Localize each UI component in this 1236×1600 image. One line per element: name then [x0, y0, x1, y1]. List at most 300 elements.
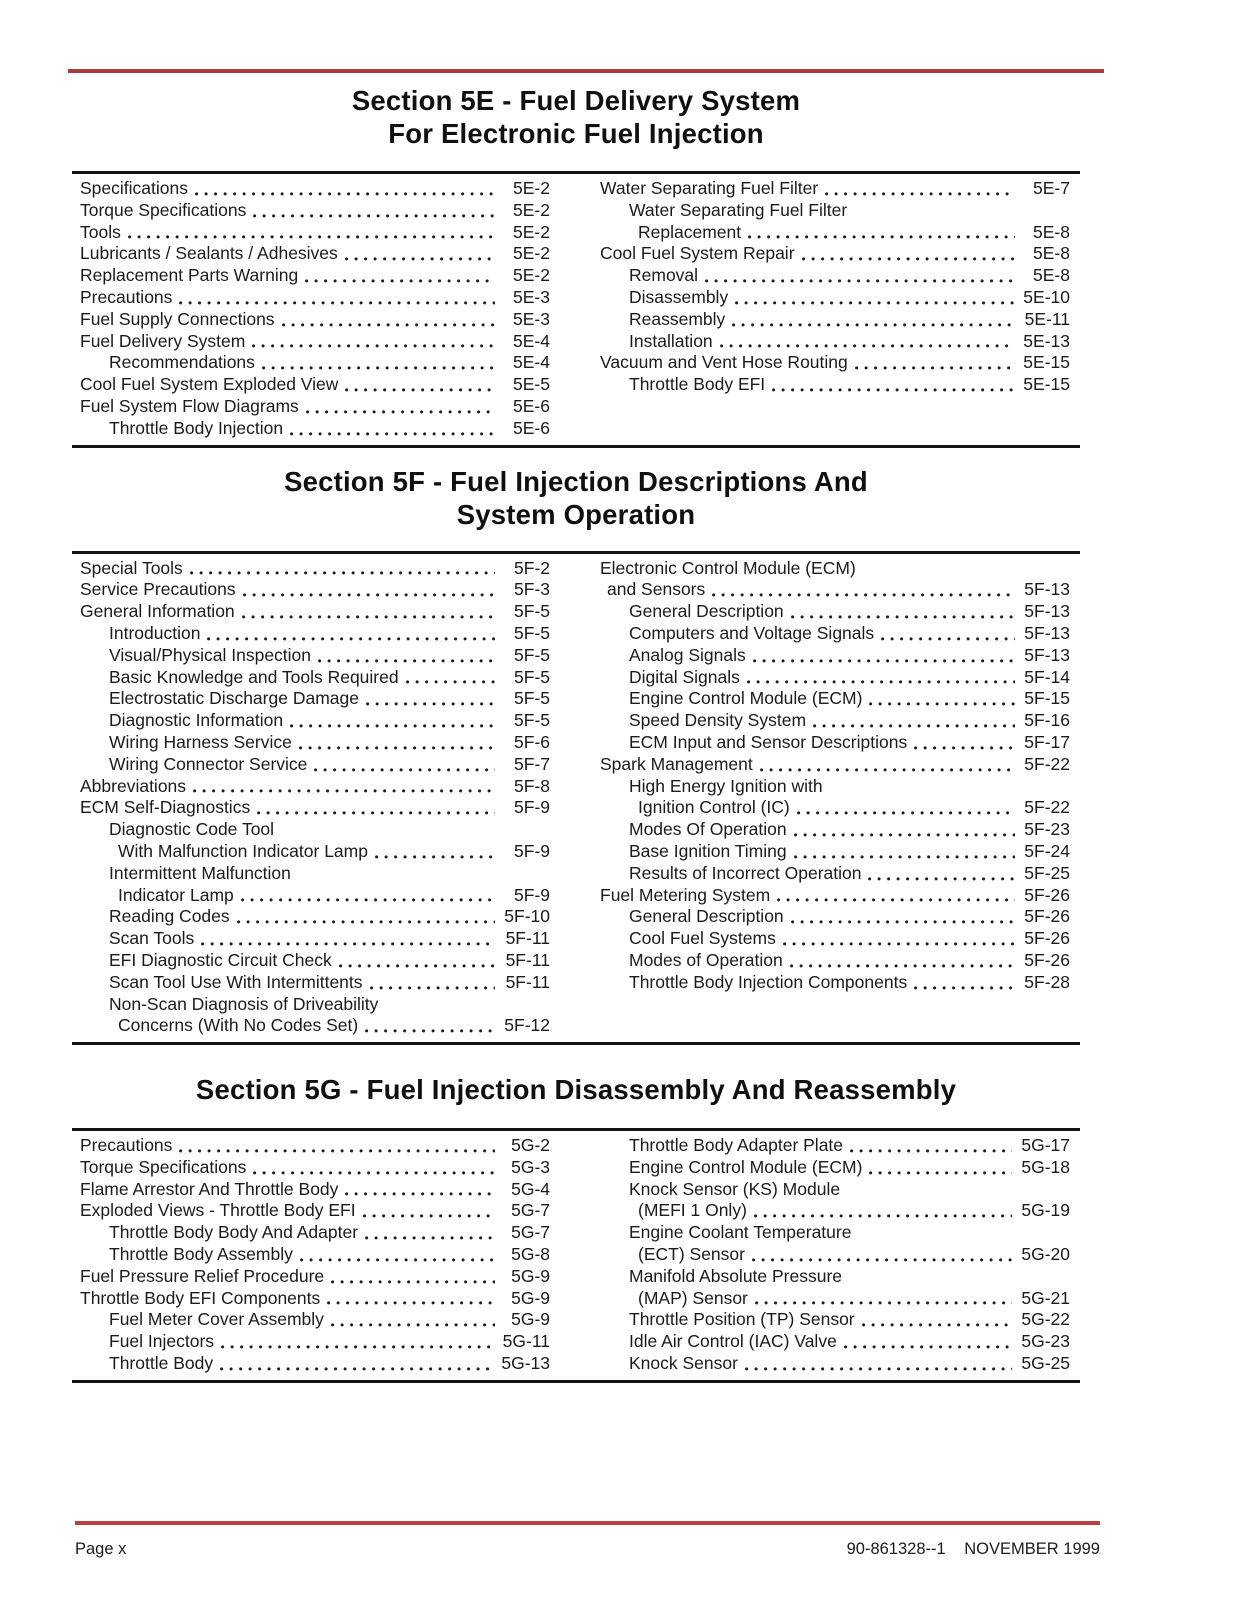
toc-entry-page: 5F-3	[514, 579, 550, 600]
section-title-line: Section 5F - Fuel Injection Descriptions And	[284, 465, 868, 497]
toc-entry-label: Diagnostic Information	[109, 710, 284, 731]
toc-entry-label: Throttle Body Body And Adapter	[109, 1222, 359, 1243]
toc-entry	[80, 1331, 550, 1353]
dot-leader	[850, 1149, 1012, 1153]
dot-leader	[914, 986, 1015, 990]
toc-entry	[80, 309, 550, 331]
dot-leader	[791, 615, 1015, 619]
toc-entry	[600, 645, 1070, 667]
toc-entry-page: 5F-13	[1024, 601, 1070, 622]
toc-entry-page: 5E-2	[513, 199, 550, 220]
toc-entry-page: 5F-15	[1024, 688, 1070, 709]
section-title-line: For Electronic Fuel Injection	[388, 118, 764, 149]
toc-entry-label: and Sensors	[607, 579, 706, 600]
toc-entry	[80, 797, 550, 819]
toc-entry-label: Fuel Injectors	[109, 1331, 215, 1352]
toc-entry	[80, 222, 550, 244]
toc-entry	[600, 928, 1070, 950]
dot-leader	[327, 1301, 495, 1305]
section-5g-toc	[72, 1128, 1080, 1383]
toc-entry	[80, 1309, 550, 1331]
footer-page-number: Page x	[75, 1540, 127, 1558]
toc-entry	[80, 732, 550, 754]
toc-entry	[80, 287, 550, 309]
toc-entry-label: Scan Tool Use With Intermittents	[109, 971, 363, 992]
footer-doc-number: 90-861328--1	[846, 1540, 946, 1558]
toc-entry-label: Ignition Control (IC)	[638, 797, 790, 818]
toc-entry-label: Fuel System Flow Diagrams	[80, 395, 299, 416]
toc-entry-label: Disassembly	[629, 286, 729, 307]
toc-entry-label: Non-Scan Diagnosis of Driveability	[109, 993, 379, 1014]
dot-leader	[237, 920, 495, 924]
dot-leader	[366, 702, 495, 706]
toc-entry-label: Visual/Physical Inspection	[109, 644, 312, 665]
dot-leader	[745, 1367, 1012, 1371]
toc-entry-label: General Description	[629, 601, 784, 622]
footer-date: NOVEMBER 1999	[964, 1540, 1100, 1558]
dot-leader	[345, 388, 495, 392]
toc-entry	[80, 243, 550, 265]
section-5f	[72, 465, 1080, 1046]
dot-leader	[339, 964, 495, 968]
toc-entry-label: Diagnostic Code Tool	[109, 819, 275, 840]
dot-leader	[748, 235, 1015, 239]
toc-entry-page: 5F-9	[514, 840, 550, 861]
toc-entry-page: 5G-25	[1021, 1353, 1070, 1374]
dot-leader	[306, 410, 495, 414]
toc-entry-label: Throttle Body EFI	[629, 374, 766, 395]
toc-entry	[600, 688, 1070, 710]
dot-leader	[375, 855, 495, 859]
toc-entry-page: 5E-8	[1033, 221, 1070, 242]
toc-entry-page: 5E-11	[1024, 308, 1070, 329]
dot-leader	[753, 659, 1015, 663]
toc-entry	[600, 200, 1070, 222]
toc-entry	[600, 178, 1070, 200]
dot-leader	[300, 1258, 495, 1262]
dot-leader	[253, 214, 495, 218]
toc-entry-page: 5E-2	[513, 243, 550, 264]
toc-entry-page: 5E-13	[1023, 330, 1070, 351]
toc-entry-page: 5F-17	[1024, 731, 1070, 752]
toc-entry	[600, 776, 1070, 798]
toc-entry-label: With Malfunction Indicator Lamp	[118, 840, 368, 861]
toc-entry-label: Lubricants / Sealants / Adhesives	[80, 243, 338, 264]
toc-entry	[80, 1222, 550, 1244]
toc-entry	[80, 1015, 550, 1037]
dot-leader	[760, 768, 1015, 772]
dot-leader	[797, 811, 1015, 815]
toc-entry-page: 5G-18	[1021, 1156, 1070, 1177]
toc-entry-label: Vacuum and Vent Hose Routing	[600, 352, 848, 373]
toc-entry	[80, 558, 550, 580]
toc-entry-label: Flame Arrestor And Throttle Body	[80, 1178, 339, 1199]
dot-leader	[363, 1214, 495, 1218]
dot-leader	[314, 768, 495, 772]
toc-entry-label: Fuel Delivery System	[80, 330, 246, 351]
toc-entry-label: Torque Specifications	[80, 199, 247, 220]
toc-entry-page: 5F-26	[1024, 949, 1070, 970]
toc-entry	[80, 863, 550, 885]
toc-entry-label: Basic Knowledge and Tools Required	[109, 666, 399, 687]
toc-entry-page: 5G-22	[1021, 1309, 1070, 1330]
section-5e-toc	[72, 171, 1080, 448]
toc-entry-page: 5F-8	[514, 775, 550, 796]
toc-entry	[80, 972, 550, 994]
toc-entry-page: 5G-21	[1021, 1287, 1070, 1308]
toc-entry	[80, 396, 550, 418]
toc-entry-page: 5F-22	[1024, 797, 1070, 818]
dot-leader	[257, 811, 495, 815]
toc-entry-label: Fuel Metering System	[600, 884, 771, 905]
toc-entry-page: 5F-26	[1024, 906, 1070, 927]
toc-entry	[80, 841, 550, 863]
dot-leader	[179, 301, 495, 305]
toc-entry-label: Exploded Views - Throttle Body EFI	[80, 1200, 356, 1221]
toc-entry-page: 5E-15	[1023, 352, 1070, 373]
toc-entry-page: 5G-4	[511, 1178, 550, 1199]
dot-leader	[783, 942, 1015, 946]
toc-entry-label: Throttle Position (TP) Sensor	[629, 1309, 855, 1330]
toc-entry-page: 5F-22	[1024, 753, 1070, 774]
dot-leader	[190, 571, 495, 575]
toc-entry-label: Special Tools	[80, 557, 183, 578]
dot-leader	[365, 1029, 495, 1033]
toc-entry	[80, 950, 550, 972]
dot-leader	[772, 388, 1014, 392]
toc-entry	[80, 776, 550, 798]
dot-leader	[207, 637, 495, 641]
toc-entry-page: 5G-7	[511, 1200, 550, 1221]
toc-entry	[80, 1288, 550, 1310]
toc-entry-label: Knock Sensor	[629, 1353, 738, 1374]
page-footer	[75, 1540, 1100, 1559]
toc-entry-page: 5F-5	[514, 644, 550, 665]
dot-leader	[345, 257, 495, 261]
toc-entry	[600, 1179, 1070, 1201]
dot-leader	[290, 432, 495, 436]
toc-entry-label: Abbreviations	[80, 775, 187, 796]
toc-entry-label: Wiring Harness Service	[109, 731, 292, 752]
dot-leader	[825, 192, 1015, 196]
toc-entry	[80, 906, 550, 928]
dot-leader	[862, 1323, 1013, 1327]
toc-entry-page: 5F-5	[514, 601, 550, 622]
toc-entry-label: Tools	[80, 221, 121, 242]
dot-leader	[128, 235, 495, 239]
dot-leader	[914, 746, 1015, 750]
dot-leader	[794, 855, 1015, 859]
toc-entry-page: 5F-16	[1024, 710, 1070, 731]
toc-entry-label: Electrostatic Discharge Damage	[109, 688, 359, 709]
dot-leader	[345, 1192, 495, 1196]
dot-leader	[752, 1258, 1012, 1262]
toc-entry-page: 5E-15	[1023, 374, 1070, 395]
toc-entry	[80, 710, 550, 732]
dot-leader	[790, 964, 1015, 968]
section-title-line: Section 5G - Fuel Injection Disassembly And Reassembly	[195, 1074, 957, 1106]
toc-entry-label: Removal	[629, 265, 699, 286]
toc-entry-page: 5G-20	[1021, 1244, 1070, 1265]
toc-entry-page: 5F-5	[514, 622, 550, 643]
toc-entry-label: Reading Codes	[109, 906, 230, 927]
dot-leader	[755, 1301, 1012, 1305]
dot-leader	[242, 615, 495, 619]
toc-entry-page: 5G-11	[502, 1331, 550, 1352]
section-5g-title	[72, 1073, 1080, 1106]
toc-entry-label: Recommendations	[109, 352, 255, 373]
toc-entry	[80, 928, 550, 950]
toc-entry-label: (ECT) Sensor	[638, 1244, 745, 1265]
dot-leader	[253, 1171, 495, 1175]
toc-entry-page: 5F-11	[505, 949, 550, 970]
section-title-line: Section 5E - Fuel Delivery System	[351, 85, 801, 116]
toc-entry-page: 5E-8	[1033, 265, 1070, 286]
toc-column-right	[600, 1135, 1070, 1375]
toc-entry-label: EFI Diagnostic Circuit Check	[109, 949, 332, 970]
footer-red-rule	[75, 1521, 1100, 1525]
dot-leader	[305, 279, 495, 283]
toc-entry	[600, 352, 1070, 374]
dot-leader	[282, 323, 495, 327]
toc-entry-label: Cool Fuel System Exploded View	[80, 374, 339, 395]
toc-entry-label: Replacement Parts Warning	[80, 265, 299, 286]
dot-leader	[802, 257, 1015, 261]
toc-entry	[600, 1353, 1070, 1375]
dot-leader	[195, 192, 495, 196]
toc-entry	[80, 1179, 550, 1201]
toc-entry-label: Cool Fuel System Repair	[600, 243, 795, 264]
toc-entry-label: Modes of Operation	[629, 949, 783, 970]
toc-entry-label: Computers and Voltage Signals	[629, 622, 875, 643]
toc-entry-page: 5F-2	[514, 557, 550, 578]
section-5f-toc	[72, 551, 1080, 1046]
toc-entry	[600, 710, 1070, 732]
toc-entry-page: 5G-17	[1021, 1135, 1070, 1156]
dot-leader	[299, 746, 495, 750]
toc-entry-label: Wiring Connector Service	[109, 753, 308, 774]
toc-entry-page: 5E-10	[1023, 286, 1070, 307]
toc-entry	[600, 950, 1070, 972]
dot-leader	[290, 724, 495, 728]
toc-entry	[600, 797, 1070, 819]
toc-entry-label: Precautions	[80, 1135, 173, 1156]
toc-entry-label: Knock Sensor (KS) Module	[629, 1178, 841, 1199]
toc-entry-page: 5G-7	[511, 1222, 550, 1243]
toc-entry-page: 5E-6	[513, 395, 550, 416]
toc-entry	[80, 688, 550, 710]
toc-entry-label: Cool Fuel Systems	[629, 928, 776, 949]
toc-entry	[80, 1135, 550, 1157]
toc-column-left	[80, 178, 550, 440]
toc-entry-page: 5F-9	[514, 884, 550, 905]
toc-column-left	[80, 558, 550, 1038]
dot-leader	[262, 366, 495, 370]
toc-entry-label: Idle Air Control (IAC) Valve	[629, 1331, 837, 1352]
dot-leader	[252, 344, 495, 348]
toc-entry-page: 5F-7	[514, 753, 550, 774]
toc-entry-page: 5F-23	[1024, 819, 1070, 840]
toc-entry	[600, 754, 1070, 776]
toc-entry	[80, 1353, 550, 1375]
toc-entry	[600, 331, 1070, 353]
dot-leader	[813, 724, 1015, 728]
toc-entry-page: 5F-10	[504, 906, 550, 927]
toc-entry-label: General Information	[80, 601, 235, 622]
toc-entry-label: Modes Of Operation	[629, 819, 787, 840]
section-5e-title	[72, 84, 1080, 150]
toc-entry-label: (MEFI 1 Only)	[638, 1200, 747, 1221]
dot-leader	[331, 1280, 495, 1284]
toc-entry	[600, 906, 1070, 928]
toc-entry-label: Scan Tools	[109, 928, 195, 949]
toc-entry	[600, 222, 1070, 244]
toc-entry-page: 5G-23	[1021, 1331, 1070, 1352]
toc-entry-label: Replacement	[638, 221, 742, 242]
toc-entry	[80, 623, 550, 645]
toc-entry-page: 5F-6	[514, 731, 550, 752]
toc-entry-page: 5E-3	[513, 286, 550, 307]
toc-column-right	[600, 178, 1070, 440]
toc-entry-label: Concerns (With No Codes Set)	[118, 1015, 359, 1036]
toc-entry	[80, 1200, 550, 1222]
toc-entry-label: Electronic Control Module (ECM)	[600, 557, 856, 578]
dot-leader	[406, 680, 495, 684]
toc-entry-page: 5G-9	[511, 1287, 550, 1308]
toc-entry-page: 5F-25	[1024, 862, 1070, 883]
toc-entry-label: Service Precautions	[80, 579, 236, 600]
toc-entry-label: High Energy Ignition with	[629, 775, 823, 796]
toc-entry	[80, 885, 550, 907]
toc-entry	[80, 1157, 550, 1179]
toc-entry	[80, 1244, 550, 1266]
toc-entry-page: 5G-2	[511, 1135, 550, 1156]
toc-entry	[600, 1288, 1070, 1310]
dot-leader	[881, 637, 1015, 641]
toc-entry-label: Results of Incorrect Operation	[629, 862, 862, 883]
dot-leader	[869, 702, 1015, 706]
toc-entry	[600, 374, 1070, 396]
toc-entry	[80, 331, 550, 353]
dot-leader	[720, 344, 1015, 348]
toc-entry	[600, 601, 1070, 623]
toc-entry	[600, 667, 1070, 689]
toc-entry	[80, 579, 550, 601]
toc-entry-label: Fuel Pressure Relief Procedure	[80, 1265, 325, 1286]
dot-leader	[735, 301, 1014, 305]
toc-entry	[80, 754, 550, 776]
toc-entry	[600, 243, 1070, 265]
toc-entry-label: Installation	[629, 330, 713, 351]
toc-entry	[600, 819, 1070, 841]
toc-entry	[600, 1266, 1070, 1288]
section-5e	[72, 84, 1080, 448]
toc-entry	[80, 418, 550, 440]
toc-entry-page: 5F-28	[1024, 971, 1070, 992]
toc-entry	[80, 819, 550, 841]
toc-entry-page: 5E-8	[1033, 243, 1070, 264]
dot-leader	[179, 1149, 495, 1153]
toc-entry-page: 5E-4	[513, 352, 550, 373]
toc-entry-page: 5E-4	[513, 330, 550, 351]
dot-leader	[370, 986, 495, 990]
toc-entry-page: 5G-3	[511, 1156, 550, 1177]
toc-entry-page: 5F-9	[514, 797, 550, 818]
dot-leader	[241, 898, 495, 902]
toc-entry-page: 5F-24	[1024, 840, 1070, 861]
toc-entry-page: 5E-2	[513, 178, 550, 198]
toc-entry-label: Throttle Body Assembly	[109, 1244, 293, 1265]
dot-leader	[732, 323, 1015, 327]
toc-entry	[80, 1266, 550, 1288]
section-title-line: System Operation	[456, 498, 696, 530]
dot-leader	[221, 1345, 494, 1349]
toc-entry-label: Precautions	[80, 286, 173, 307]
dot-leader	[869, 1171, 1012, 1175]
footer-doc-info	[833, 1540, 1100, 1559]
toc-entry-label: Manifold Absolute Pressure	[629, 1265, 843, 1286]
toc-entry-page: 5F-13	[1024, 579, 1070, 600]
toc-entry	[600, 1331, 1070, 1353]
toc-entry	[600, 972, 1070, 994]
toc-entry-page: 5G-8	[511, 1244, 550, 1265]
dot-leader	[855, 366, 1015, 370]
toc-entry	[80, 645, 550, 667]
toc-entry-label: General Description	[629, 906, 784, 927]
toc-entry	[600, 287, 1070, 309]
toc-entry-label: Water Separating Fuel Filter	[629, 199, 848, 220]
toc-entry	[80, 265, 550, 287]
toc-entry-label: Throttle Body	[109, 1353, 214, 1374]
toc-entry	[600, 265, 1070, 287]
top-red-rule	[68, 69, 1104, 73]
toc-entry	[600, 863, 1070, 885]
section-5g	[72, 1073, 1080, 1383]
toc-entry-label: Engine Coolant Temperature	[629, 1222, 852, 1243]
toc-entry-page: 5F-5	[514, 666, 550, 687]
section-5f-title	[72, 465, 1080, 531]
toc-entry	[80, 200, 550, 222]
dot-leader	[844, 1345, 1013, 1349]
toc-entry-label: Intermittent Malfunction	[109, 862, 291, 883]
toc-entry-page: 5F-5	[514, 710, 550, 731]
toc-entry-page: 5F-11	[505, 971, 550, 992]
toc-entry-page: 5E-6	[513, 417, 550, 438]
toc-entry-label: Reassembly	[629, 308, 726, 329]
toc-entry	[600, 1222, 1070, 1244]
toc-entry	[600, 1200, 1070, 1222]
dot-leader	[365, 1236, 495, 1240]
toc-entry-page: 5E-5	[513, 374, 550, 395]
toc-entry-label: Water Separating Fuel Filter	[600, 178, 819, 198]
dot-leader	[331, 1323, 495, 1327]
dot-leader	[318, 659, 495, 663]
toc-entry-page: 5G-13	[501, 1353, 550, 1374]
toc-entry	[80, 352, 550, 374]
toc-entry-page: 5G-9	[511, 1265, 550, 1286]
toc-entry	[600, 1309, 1070, 1331]
dot-leader	[791, 920, 1015, 924]
toc-entry	[600, 309, 1070, 331]
toc-entry-page: 5G-19	[1021, 1200, 1070, 1221]
toc-entry-label: Specifications	[80, 178, 188, 198]
dot-leader	[794, 833, 1015, 837]
toc-entry-page: 5E-3	[513, 308, 550, 329]
dot-leader	[220, 1367, 492, 1371]
toc-entry-label: Engine Control Module (ECM)	[629, 688, 863, 709]
dot-leader	[712, 593, 1015, 597]
dot-leader	[201, 942, 495, 946]
